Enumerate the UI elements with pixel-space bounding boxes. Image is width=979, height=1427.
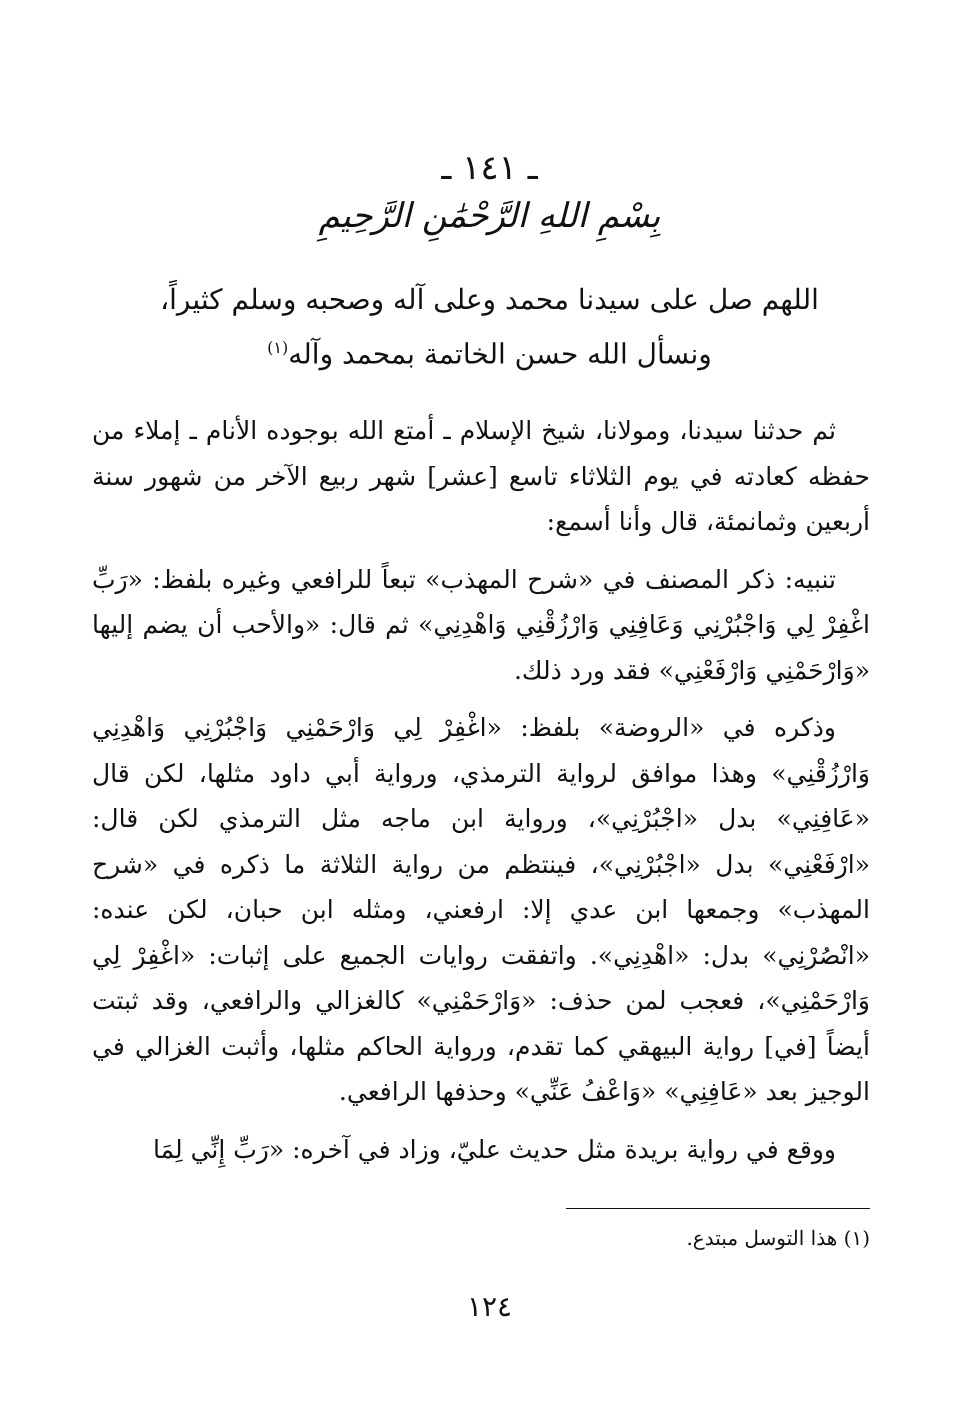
paragraph-1: ثم حدثنا سيدنا، ومولانا، شيخ الإسلام ـ أمتع الله بوجوده الأنام ـ إملاء من حفظه كعادته في يوم الثلاثاء تاسع [عشر] شهر ربيع الآخر من شهور سنة أربعين وثمانمئة، قال وأنا أسمع: (92, 416, 870, 536)
page-number: ١٢٤ (466, 1290, 513, 1323)
invocation-line-1: اللهم صل على سيدنا محمد وعلى آله وصحبه وسلم كثيراً، (160, 283, 819, 316)
footnote-reference: (١) (267, 338, 289, 357)
paragraph-4: ووقع في رواية بريدة مثل حديث عليّ، وزاد في آخره: «رَبِّ إِنِّي لِمَا (152, 1134, 836, 1164)
footnote: (١) هذا التوسل مبتدع. (686, 1226, 870, 1250)
invocation-block (110, 276, 869, 378)
paragraph-3: وذكره في «الروضة» بلفظ: «اغْفِرْ لِي وَارْحَمْنِي وَاجْبُرْنِي وَاهْدِنِي وَارْزُقْنِي» وهذا موافق لرواية الترمذي، ورواية أبي داود مثلها، لكن قال «عَافِنِي» بدل «اجْبُرْنِي»، ورواية ابن ماجه مثل الترمذي لكن قال: «ارْفَعْنِي» بدل «اجْبُرْنِي»، فينتظم من رواية الثلاثة ما ذكره في «شرح المهذب» وجمعها ابن عدي إلا: ارفعني، ومثله ابن حبان، لكن عنده: «انْصُرْنِي» بدل: «اهْدِنِي». واتفقت روايات الجميع على إثبات: «اغْفِرْ لِي وَارْحَمْنِي»، فعجب لمن حذف: «وَارْحَمْنِي» كالغزالي والرافعي، وقد ثبتت أيضاً [في] رواية البيهقي كما تقدم، ورواية الحاكم مثلها، وأثبت الغزالي في الوجيز بعد «عَافِنِي» «وَاعْفُ عَنِّي» وحذفها الرافعي. (92, 713, 870, 1106)
footnote-divider (566, 1208, 870, 1209)
paragraph-2: تنبيه: ذكر المصنف في «شرح المهذب» تبعاً للرافعي وغيره بلفظ: «رَبِّ اغْفِرْ لِي وَاجْبُرْنِي وَعَافِنِي وَارْزُقْنِي وَاهْدِنِي» ثم قال: «والأحب أن يضم إليها «وَارْحَمْنِي وَارْفَعْنِي» فقد ورد ذلك. (92, 564, 870, 685)
section-number: ـ ١٤١ ـ (441, 148, 538, 188)
invocation-line-2-text: ونسأل الله حسن الخاتمة بمحمد وآله (288, 337, 712, 371)
basmala-heading: بِسْمِ اللهِ الرَّحْمَٰنِ الرَّحِيمِ (318, 196, 661, 236)
invocation-line-2 (110, 324, 869, 378)
body-text (92, 408, 870, 1184)
